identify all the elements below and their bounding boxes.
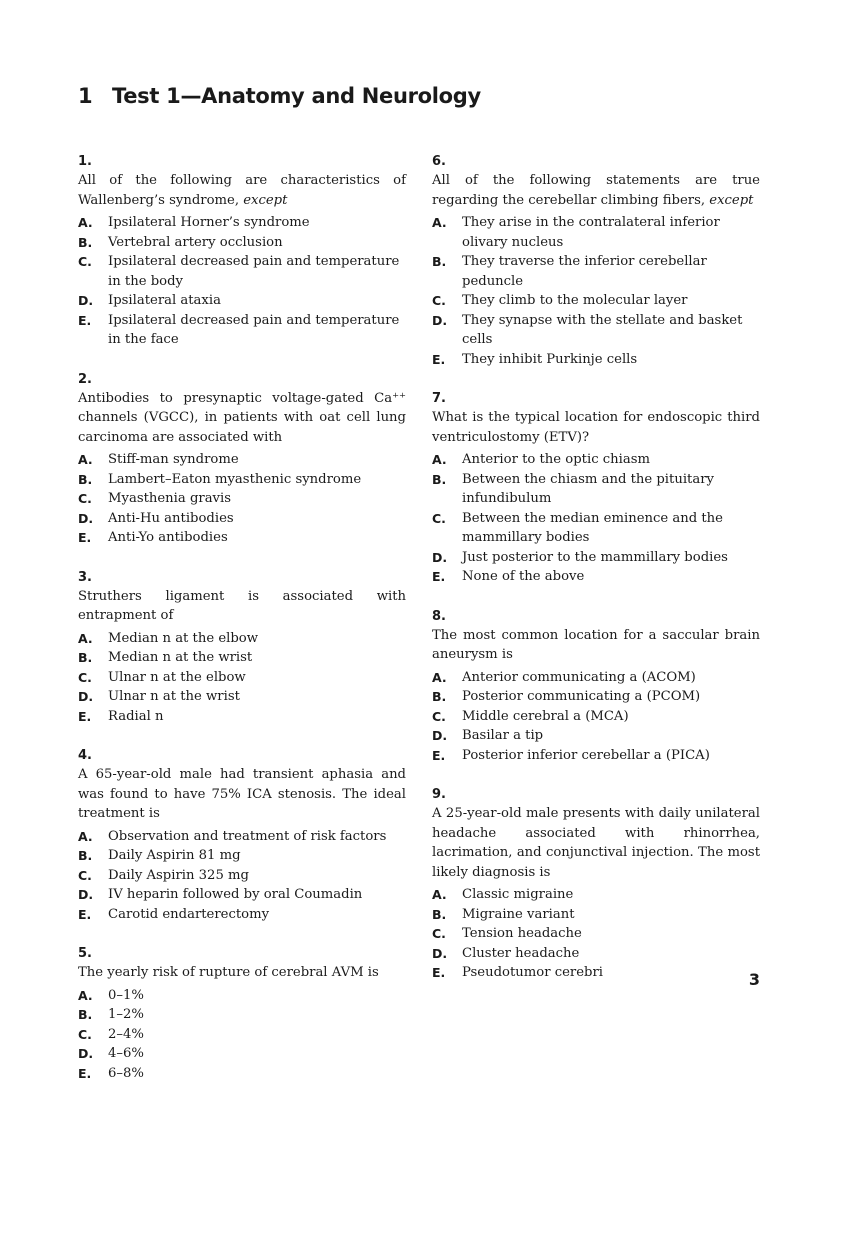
option-text: Median n at the elbow <box>108 630 259 646</box>
option-text: Myasthenia gravis <box>108 491 231 506</box>
question-number: 7. <box>432 391 446 406</box>
option-text: Ipsilateral ataxia <box>108 293 221 308</box>
answer-option <box>432 963 760 983</box>
question-number: 4. <box>78 748 92 763</box>
option-text: They climb to the molecular layer <box>462 293 688 308</box>
option-text: Tension headache <box>462 926 582 941</box>
option-text: Ipsilateral decreased pain and temperature in the body <box>108 254 400 289</box>
option-text: 0–1% <box>108 987 144 1003</box>
question-block <box>78 747 406 924</box>
option-letter: C. <box>432 293 446 308</box>
option-letter: B. <box>432 689 447 704</box>
option-text: Ipsilateral Horner’s syndrome <box>108 215 310 230</box>
option-text: Anti-Yo antibodies <box>108 530 228 545</box>
option-text: Basilar a tip <box>462 728 544 743</box>
question-number: 3. <box>78 569 92 585</box>
question-block <box>78 945 406 1083</box>
question-number: 9. <box>432 787 446 802</box>
answer-option <box>78 252 406 291</box>
answer-option <box>78 648 406 668</box>
answer-option <box>78 233 406 253</box>
option-text: Middle cerebral a (MCA) <box>462 708 629 724</box>
option-letter: C. <box>78 867 92 883</box>
question-stem-text: Struthers ligament is associated with entrapment of <box>78 588 406 623</box>
option-text: Pseudotumor cerebri <box>462 965 603 980</box>
answer-option <box>432 707 760 727</box>
option-text: Daily Aspirin 81 mg <box>108 848 241 863</box>
answer-option <box>78 1044 406 1064</box>
question-number: 5. <box>78 946 92 961</box>
option-text: Between the chiasm and the pituitary infundibulum <box>462 471 714 506</box>
option-text: Migraine variant <box>462 906 575 922</box>
question-block <box>432 153 760 369</box>
answer-option <box>78 489 406 509</box>
answer-option <box>432 567 760 587</box>
page-number: 3 <box>748 970 760 989</box>
answer-option <box>78 846 406 866</box>
answer-option <box>78 986 406 1006</box>
answer-option <box>432 687 760 707</box>
option-letter: C. <box>432 708 446 724</box>
option-text: Posterior inferior cerebellar a (PICA) <box>462 747 710 763</box>
option-letter: C. <box>78 254 92 269</box>
option-letter: C. <box>78 491 92 506</box>
question-stem <box>432 804 760 882</box>
option-letter: D. <box>78 293 94 308</box>
answer-option <box>78 905 406 925</box>
question-block <box>432 608 760 766</box>
answer-option <box>432 548 760 568</box>
option-text: 2–4% <box>108 1026 144 1042</box>
option-text: Cluster headache <box>462 945 580 961</box>
answer-option <box>78 528 406 548</box>
question-stem-emphasis: except <box>243 192 288 208</box>
option-letter: E. <box>78 312 92 328</box>
option-text: They inhibit Purkinje cells <box>462 351 638 367</box>
option-text: Posterior communicating a (PCOM) <box>462 689 701 704</box>
option-letter: E. <box>432 965 446 980</box>
option-letter: D. <box>432 312 448 328</box>
question-block <box>78 569 406 727</box>
answer-option <box>78 687 406 707</box>
question-block <box>78 153 406 350</box>
question-stem-text: All of the following statements are true regarding the cerebellar climbing fibers, <box>432 173 760 208</box>
option-text: Anterior to the optic chiasm <box>462 452 651 467</box>
option-letter: A. <box>78 828 93 844</box>
answer-option <box>78 827 406 847</box>
option-text: Observation and treatment of risk factors <box>108 828 387 844</box>
question-stem <box>432 408 760 447</box>
option-letter: E. <box>432 351 446 367</box>
question-number: 1. <box>78 154 92 169</box>
question-block <box>432 786 760 983</box>
option-text: Just posterior to the mammillary bodies <box>462 549 728 565</box>
option-letter: D. <box>78 1046 94 1061</box>
option-letter: E. <box>432 569 446 584</box>
option-text: Daily Aspirin 325 mg <box>108 867 249 883</box>
chapter-number: 1 <box>78 84 93 108</box>
option-text: Ulnar n at the wrist <box>108 689 240 704</box>
question-stem <box>78 389 406 448</box>
question-block <box>78 371 406 548</box>
option-letter: B. <box>78 471 93 487</box>
option-text: 4–6% <box>108 1046 144 1061</box>
option-text: Anti-Hu antibodies <box>108 510 234 526</box>
option-letter: D. <box>432 945 448 961</box>
option-letter: A. <box>78 630 93 646</box>
question-stem-text: The yearly risk of rupture of cerebral AVM is <box>78 965 379 980</box>
option-letter: E. <box>78 1065 92 1081</box>
answer-option <box>78 1064 406 1084</box>
option-letter: C. <box>432 510 446 526</box>
option-text: Radial n <box>108 708 164 724</box>
left-column <box>78 153 406 1104</box>
option-letter: A. <box>432 215 447 230</box>
answer-option <box>432 311 760 350</box>
option-text: 6–8% <box>108 1065 144 1081</box>
question-number: 2. <box>78 371 92 387</box>
answer-option <box>432 924 760 944</box>
question-stem-text: Antibodies to presynaptic voltage-gated Ca⁺⁺ channels (VGCC), in patients with oat cell lung carcinoma are associated with <box>78 390 406 445</box>
answer-option <box>78 1005 406 1025</box>
option-text: Stiff-man syndrome <box>108 452 239 467</box>
option-letter: A. <box>78 987 93 1003</box>
option-letter: B. <box>78 234 93 250</box>
option-letter: E. <box>78 708 92 724</box>
option-letter: C. <box>432 926 446 941</box>
question-stem-text: A 25-year-old male presents with daily unilateral headache associated with rhinorrhea, lacrimation, and conjunctival injection. The most likely diagnosis is <box>432 806 760 880</box>
option-text: 1–2% <box>108 1007 144 1022</box>
answer-option <box>432 944 760 964</box>
answer-option <box>78 509 406 529</box>
option-text: Lambert–Eaton myasthenic syndrome <box>108 471 362 487</box>
option-letter: D. <box>432 728 448 743</box>
answer-option <box>78 291 406 311</box>
option-text: Carotid endarterectomy <box>108 906 270 922</box>
option-letter: D. <box>78 510 94 526</box>
answer-option <box>78 866 406 886</box>
answer-option <box>432 509 760 548</box>
option-letter: E. <box>432 747 446 763</box>
question-stem <box>78 171 406 210</box>
question-number: 6. <box>432 154 446 169</box>
option-letter: C. <box>78 1026 92 1042</box>
option-text: They arise in the contralateral inferior olivary nucleus <box>462 215 720 250</box>
option-letter: D. <box>78 689 94 704</box>
chapter-title-text: Test 1—Anatomy and Neurology <box>112 84 481 108</box>
question-stem-text: What is the typical location for endoscopic third ventriculostomy (ETV)? <box>432 410 760 445</box>
answer-option <box>432 291 760 311</box>
question-stem <box>432 171 760 210</box>
answer-option <box>78 707 406 727</box>
option-text: Between the median eminence and the mammillary bodies <box>462 510 723 545</box>
answer-option <box>78 885 406 905</box>
answer-option <box>432 668 760 688</box>
answer-option <box>432 905 760 925</box>
answer-option <box>78 629 406 649</box>
option-letter: B. <box>432 906 447 922</box>
right-column <box>432 153 760 1004</box>
answer-option <box>432 746 760 766</box>
question-stem <box>78 587 406 626</box>
option-letter: D. <box>432 549 448 565</box>
answer-option <box>78 668 406 688</box>
option-letter: C. <box>78 669 92 685</box>
option-letter: A. <box>432 452 447 467</box>
answer-option <box>432 450 760 470</box>
answer-option <box>432 726 760 746</box>
answer-option <box>432 350 760 370</box>
answer-option <box>432 885 760 905</box>
question-number: 8. <box>432 608 446 624</box>
option-letter: A. <box>432 669 447 685</box>
option-text: They traverse the inferior cerebellar peduncle <box>462 254 707 289</box>
answer-option <box>432 252 760 291</box>
option-letter: A. <box>78 215 93 230</box>
option-text: Anterior communicating a (ACOM) <box>462 669 696 685</box>
answer-option <box>78 1025 406 1045</box>
question-stem <box>432 626 760 665</box>
option-letter: B. <box>432 471 447 487</box>
chapter-title <box>78 84 481 108</box>
answer-option <box>78 470 406 490</box>
option-text: They synapse with the stellate and basket cells <box>462 312 743 347</box>
question-block <box>432 390 760 587</box>
question-stem-text: The most common location for a saccular brain aneurysm is <box>432 627 760 662</box>
option-letter: B. <box>78 848 93 863</box>
option-text: Ulnar n at the elbow <box>108 669 246 685</box>
question-stem-text: A 65-year-old male had transient aphasia and was found to have 75% ICA stenosis. The ideal treatment is <box>78 767 406 821</box>
question-stem <box>78 963 406 983</box>
option-letter: B. <box>432 254 447 269</box>
question-stem-text: All of the following are characteristics of Wallenberg’s syndrome, <box>78 173 406 208</box>
option-text: IV heparin followed by oral Coumadin <box>108 887 363 902</box>
option-letter: E. <box>78 906 92 922</box>
answer-option <box>432 470 760 509</box>
option-letter: A. <box>432 887 447 902</box>
answer-option <box>432 213 760 252</box>
option-text: Median n at the wrist <box>108 650 253 665</box>
option-letter: B. <box>78 650 93 665</box>
option-letter: E. <box>78 530 92 545</box>
answer-option <box>78 450 406 470</box>
option-text: Ipsilateral decreased pain and temperature in the face <box>108 312 400 347</box>
option-text: Vertebral artery occlusion <box>108 234 283 250</box>
option-letter: B. <box>78 1007 93 1022</box>
question-stem <box>78 765 406 824</box>
answer-option <box>78 311 406 350</box>
option-letter: D. <box>78 887 94 902</box>
question-stem-emphasis: except <box>709 192 754 208</box>
answer-option <box>78 213 406 233</box>
option-text: Classic migraine <box>462 887 574 902</box>
option-letter: A. <box>78 452 93 467</box>
option-text: None of the above <box>462 569 585 584</box>
